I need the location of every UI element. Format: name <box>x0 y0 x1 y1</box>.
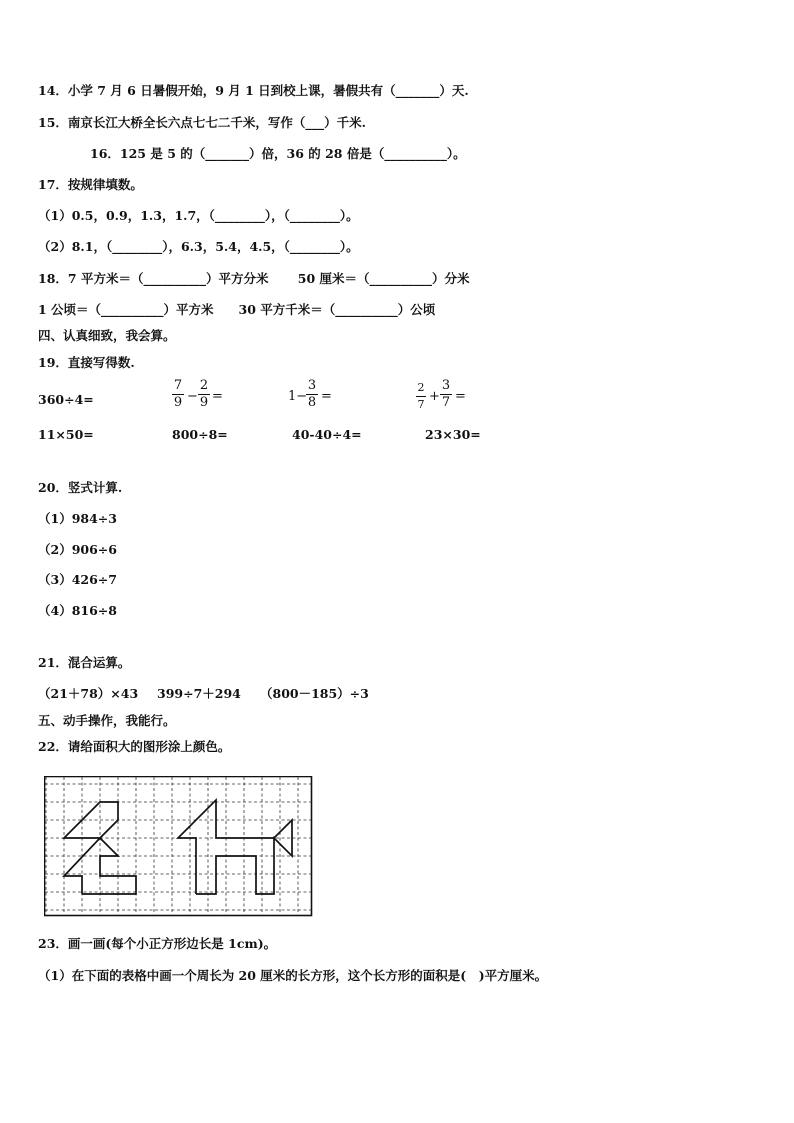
denominator: 9 <box>199 395 209 410</box>
denominator: 7 <box>441 395 451 410</box>
calc-23-times-30: 23×30= <box>425 427 481 442</box>
question-15: 15．南京长江大桥全长六点七七二千米，写作（___）千米. <box>38 115 366 130</box>
question-16: 16．125 是 5 的（_______）倍，36 的 28 倍是（__________）。 <box>90 146 466 161</box>
numerator: 3 <box>307 378 317 393</box>
calc-11-times-50: 11×50= <box>38 427 94 442</box>
equals-sign: = <box>321 389 332 404</box>
question-20: 20．竖式计算. <box>38 480 123 495</box>
question-17-part-1: （1）0.5，0.9，1.3，1.7，（________），（________）。 <box>38 208 359 223</box>
section-5-heading: 五、动手操作，我能行。 <box>38 713 176 728</box>
plus-sign: + <box>429 389 440 404</box>
shape-grid <box>44 776 314 918</box>
question-20-part-1: （1）984÷3 <box>38 511 117 526</box>
numerator: 3 <box>441 378 451 393</box>
numerator: 7 <box>173 378 183 393</box>
question-23-part-1: （1）在下面的表格中画一个周长为 20 厘米的长方形，这个长方形的面积是( )平方厘米。 <box>38 968 548 983</box>
question-20-part-2: （2）906÷6 <box>38 542 117 557</box>
question-20-part-3: （3）426÷7 <box>38 572 117 587</box>
calc-360-div-4: 360÷4= <box>38 392 94 407</box>
calc-800-div-8: 800÷8= <box>172 427 228 442</box>
question-14: 14．小学 7 月 6 日暑假开始，9 月 1 日到校上课，暑假共有（_______）天. <box>38 83 469 98</box>
question-18-line-2: 1 公顷＝（__________）平方米 30 平方千米＝（__________）公顷 <box>38 302 436 317</box>
numerator: 2 <box>199 378 209 393</box>
denominator: 7 <box>417 398 425 411</box>
question-17-part-2: （2）8.1，（________），6.3，5.4，4.5，（________）。 <box>38 239 359 254</box>
numerator: 2 <box>417 381 425 394</box>
denominator: 9 <box>173 395 183 410</box>
denominator: 8 <box>307 395 317 410</box>
question-22: 22．请给面积大的图形涂上颜色。 <box>38 739 231 754</box>
section-4-heading: 四、认真细致，我会算。 <box>38 328 176 343</box>
one-minus: 1− <box>288 389 308 404</box>
question-23: 23．画一画(每个小正方形边长是 1cm)。 <box>38 936 277 951</box>
question-21: 21．混合运算。 <box>38 655 131 670</box>
question-21-expr-a: （21＋78）×43 <box>38 686 139 701</box>
question-17: 17．按规律填数。 <box>38 177 143 192</box>
equals-sign: = <box>455 389 466 404</box>
calc-40-minus-40-div-4: 40-40÷4= <box>292 427 362 442</box>
question-20-part-4: （4）816÷8 <box>38 603 117 618</box>
question-21-expr-b: 399÷7＋294 <box>157 686 241 701</box>
question-19: 19．直接写得数. <box>38 355 135 370</box>
figure-right <box>178 800 292 894</box>
equals-sign: = <box>212 389 223 404</box>
question-18-line-1: 18．7 平方米＝（__________）平方分米 50 厘米＝（__________）分米 <box>38 271 470 286</box>
question-21-expr-c: （800－185）÷3 <box>260 686 369 701</box>
minus-sign: − <box>187 389 198 404</box>
